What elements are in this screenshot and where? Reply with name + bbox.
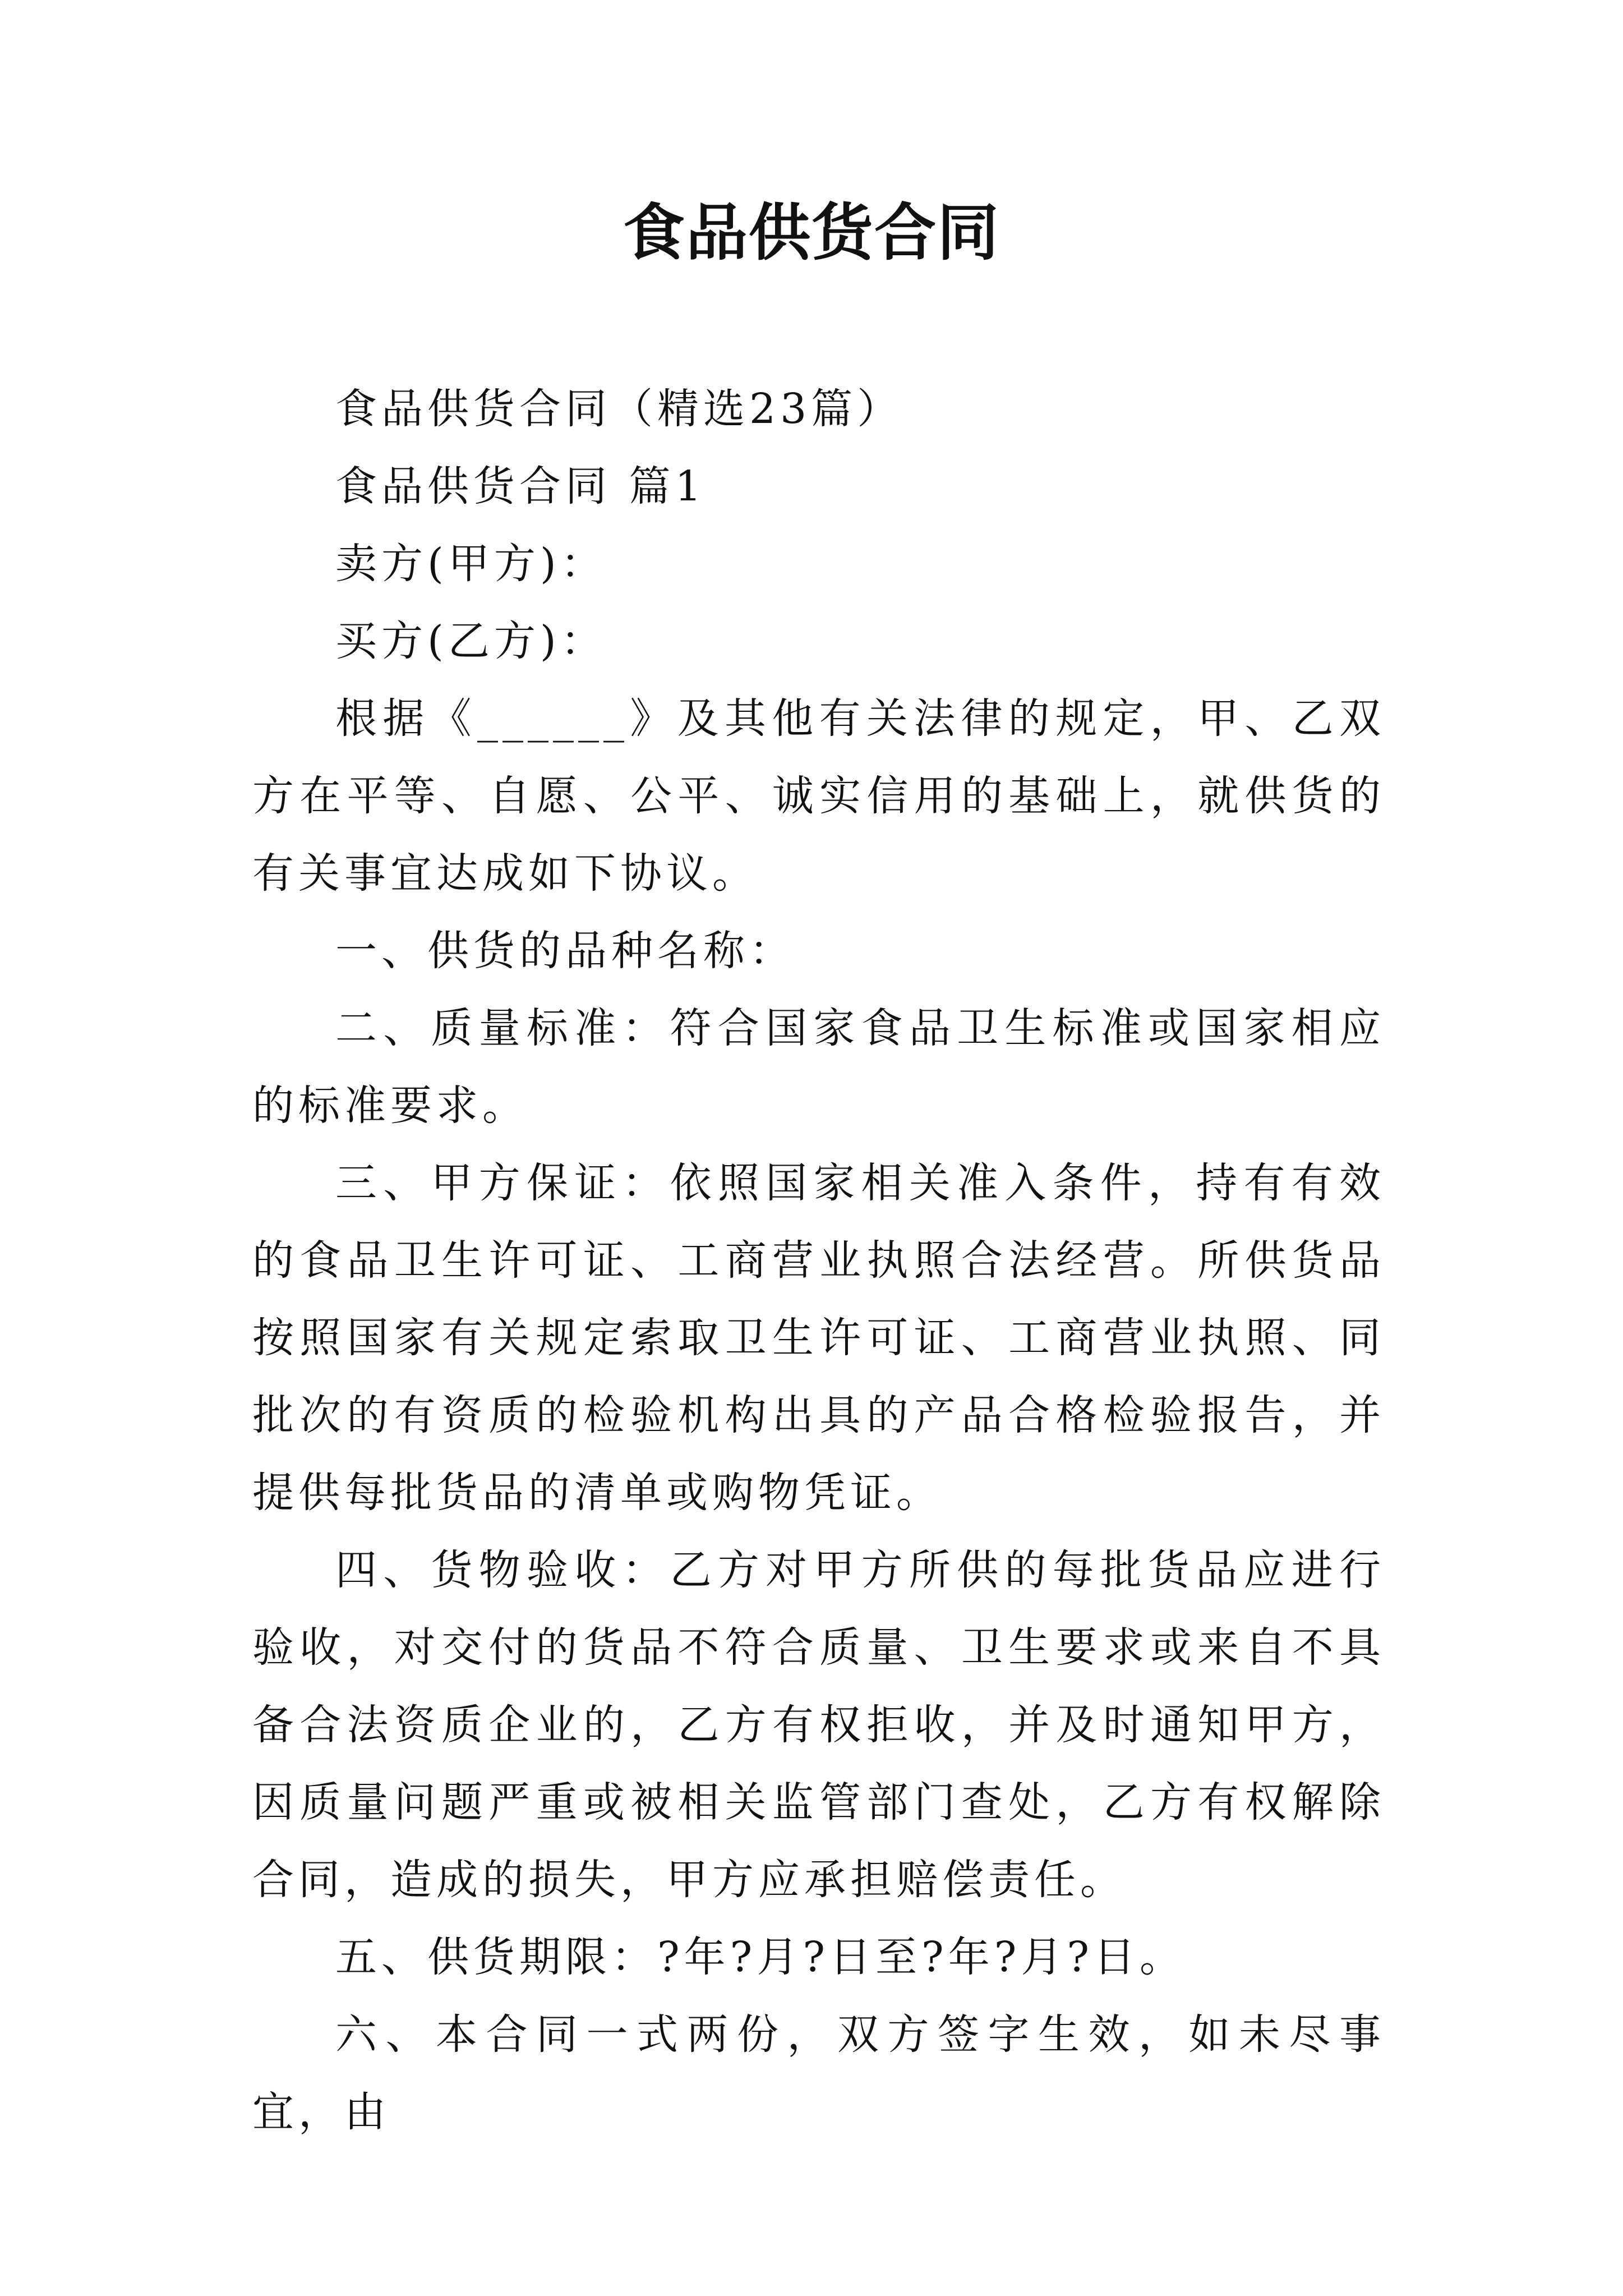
document-title: 食品供货合同 bbox=[623, 197, 1000, 269]
paragraph-clause-6: 六、本合同一式两份，双方签字生效，如未尽事宜，由 bbox=[252, 2010, 1385, 2136]
paragraph-seller: 卖方(甲方)： bbox=[335, 540, 607, 588]
paragraph-clause-5: 五、供货期限：?年?月?日至?年?月?日。 bbox=[335, 1933, 1186, 1981]
paragraph-clause-3: 三、甲方保证：依照国家相关准入条件，持有有效的食品卫生许可证、工商营业执照合法经营。所供货品按照国家有关规定索取卫生许可证、工商营业执照、同批次的有资质的检验机构出具的产品合格检验报告，并提供每批货品的清单或购物凭证。 bbox=[252, 1159, 1385, 1517]
paragraph-preamble: 根据《______》及其他有关法律的规定，甲、乙双方在平等、自愿、公平、诚实信用的基础上，就供货的有关事宜达成如下协议。 bbox=[252, 694, 1385, 898]
document-body bbox=[252, 370, 1385, 2151]
paragraph-section-heading: 食品供货合同 篇1 bbox=[335, 462, 706, 510]
paragraph-clause-2: 二、质量标准：符合国家食品卫生标准或国家相应的标准要求。 bbox=[252, 1004, 1385, 1130]
paragraph-collection-title: 食品供货合同（精选23篇） bbox=[335, 385, 903, 433]
paragraph-clause-1: 一、供货的品种名称： bbox=[335, 927, 795, 975]
paragraph-clause-4: 四、货物验收：乙方对甲方所供的每批货品应进行验收，对交付的货品不符合质量、卫生要求或来自不具备合法资质企业的，乙方有权拒收，并及时通知甲方，因质量问题严重或被相关监管部门查处，乙方有权解除合同，造成的损失，甲方应承担赔偿责任。 bbox=[252, 1546, 1385, 1904]
paragraph-buyer: 买方(乙方)： bbox=[335, 617, 607, 665]
